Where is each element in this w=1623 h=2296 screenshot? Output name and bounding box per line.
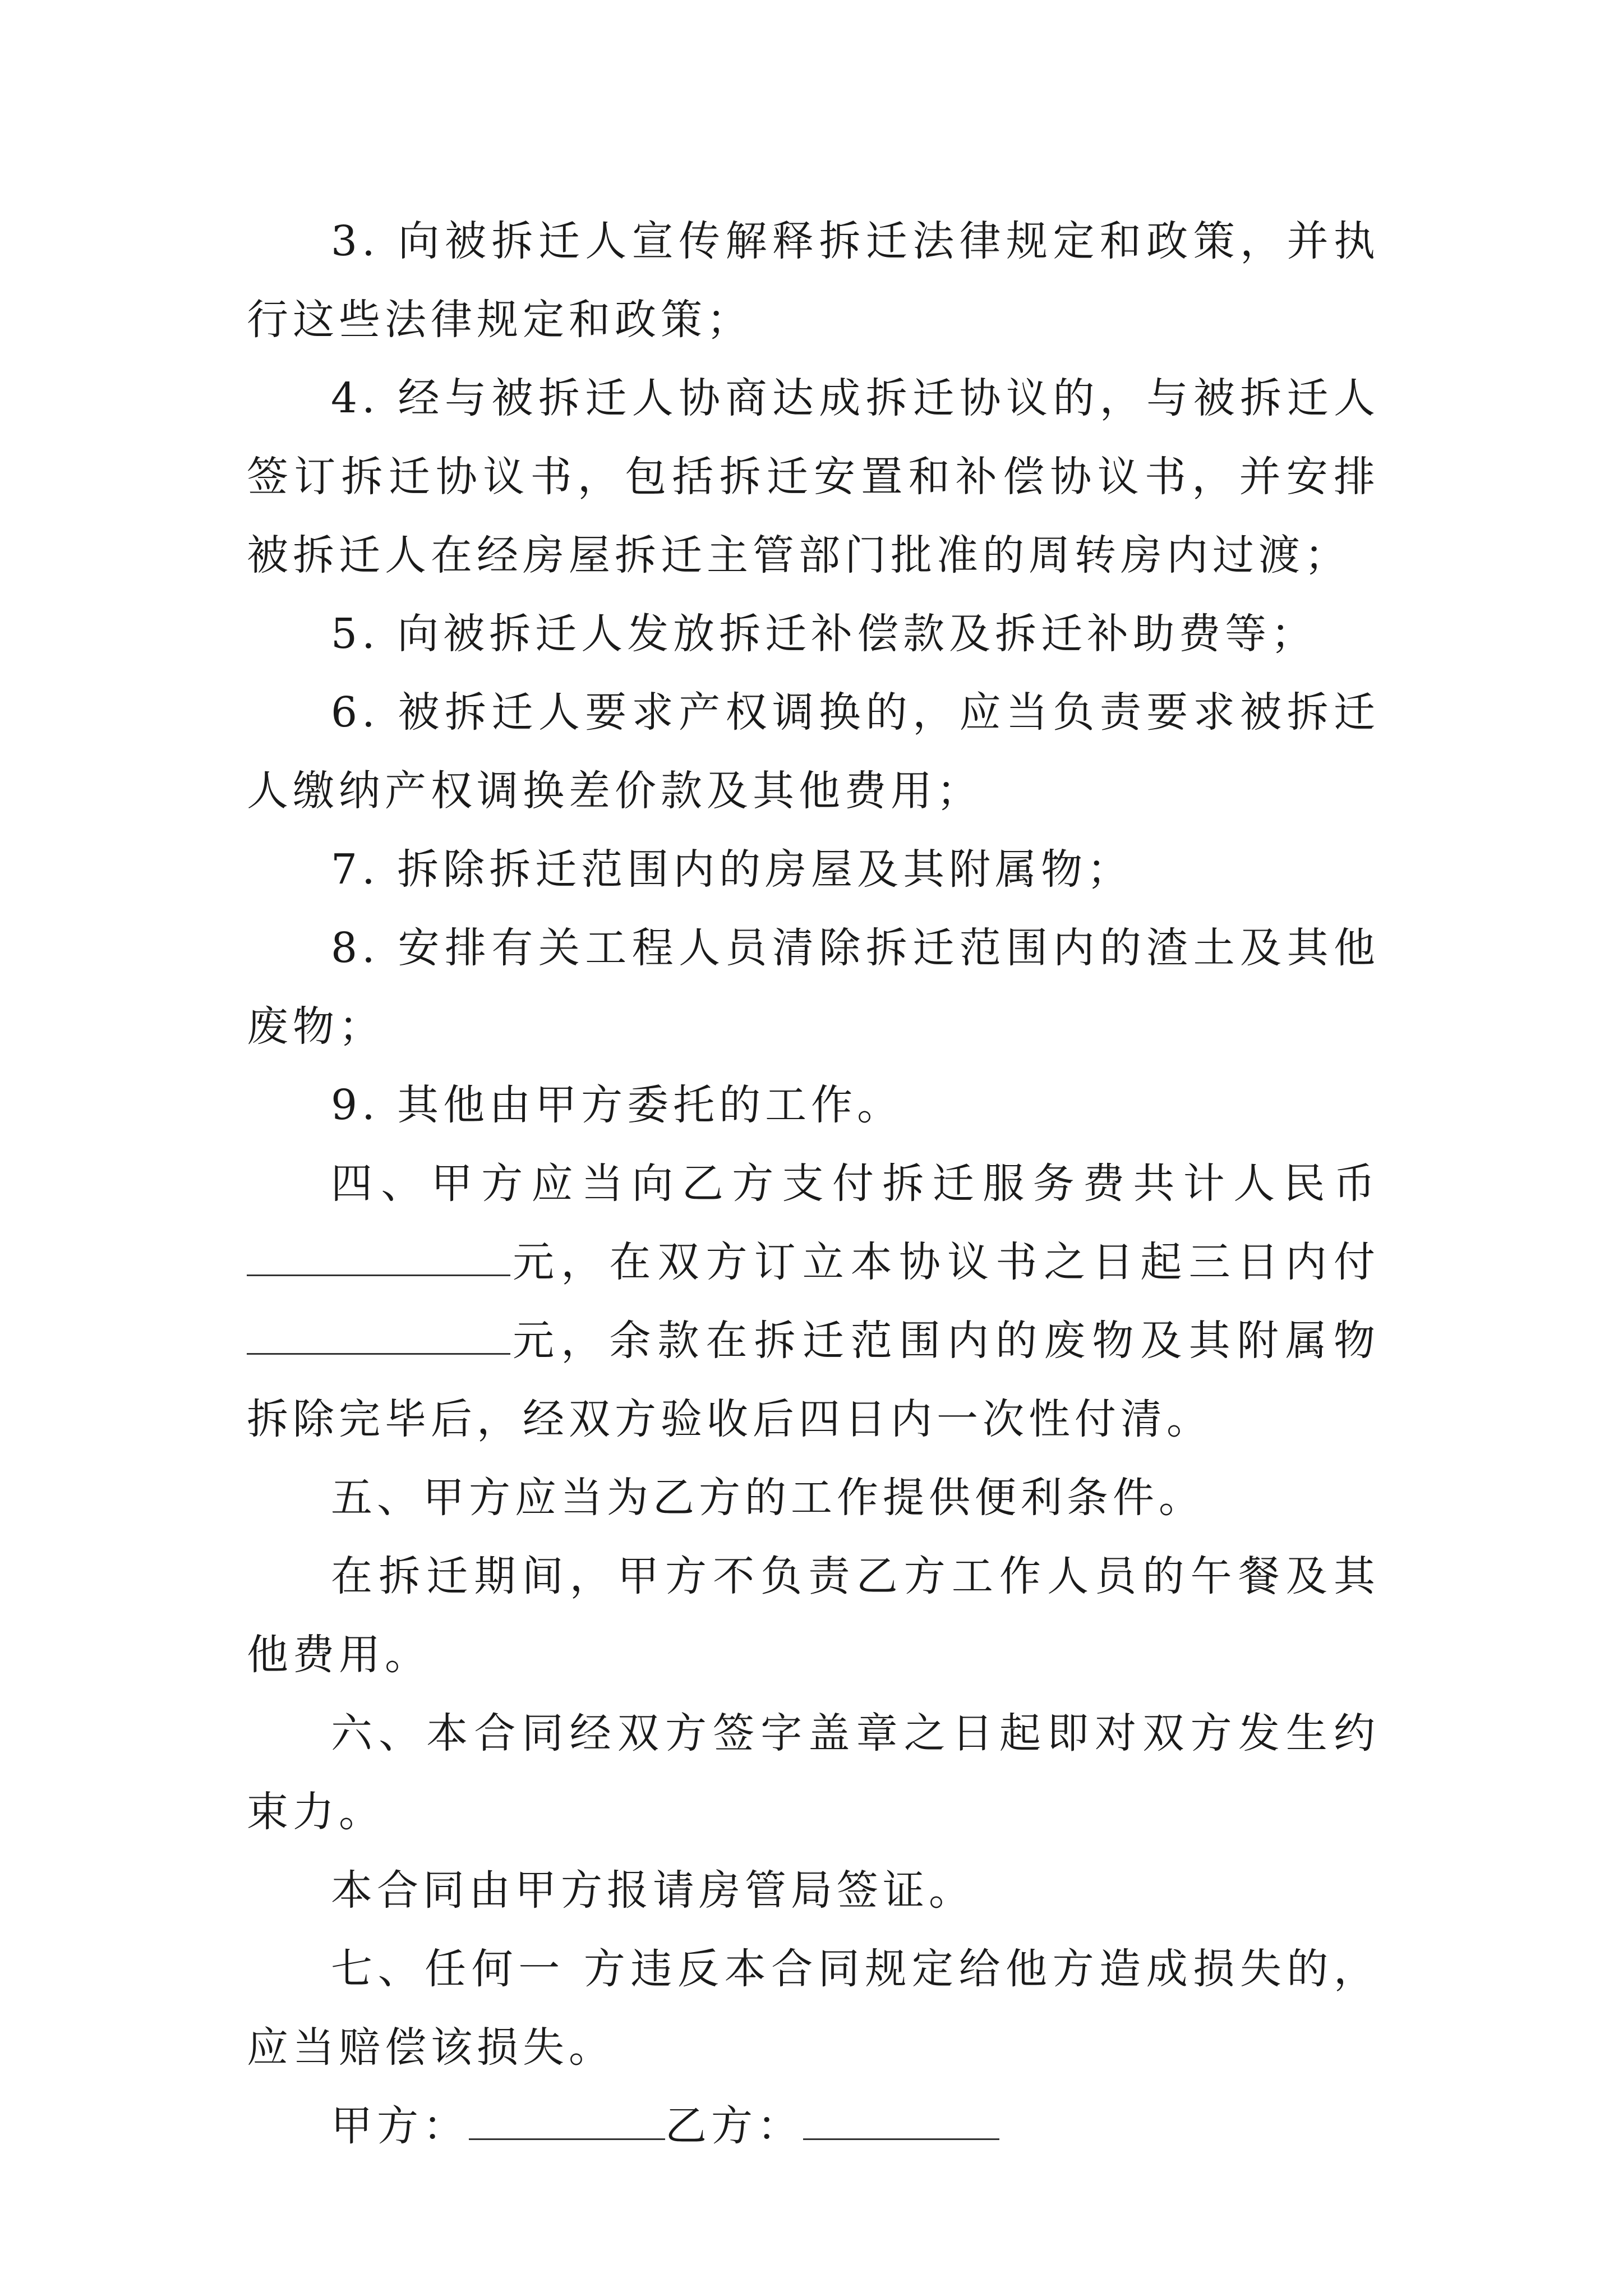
item-7: 7. 拆除拆迁范围内的房屋及其附属物；	[331, 845, 1133, 894]
party-a-signature-blank	[469, 2099, 665, 2140]
item-9: 9. 其他由甲方委托的工作。	[331, 1081, 903, 1129]
item-3: 3. 向被拆迁人宣传解释拆迁法律规定和政策，并执行这些法律规定和政策；	[247, 217, 1380, 344]
clause-4-text-1: 四、甲方应当向乙方支付拆迁服务费共计人民币	[331, 1159, 1380, 1208]
signature-line	[247, 2087, 1380, 2165]
amount-advance-blank	[247, 1314, 510, 1355]
clause-7: 七、任何一 方违反本合同规定给他方造成损失的，应当赔偿该损失。	[247, 1945, 1380, 2072]
clause-5: 五、甲方应当为乙方的工作提供便利条件。	[331, 1474, 1205, 1522]
party-a-label: 甲方：	[331, 2102, 469, 2150]
clause-4-text-3: 元，余款在拆迁范围内的废物及其附属物拆除完毕后，经双方验收后四日内一次性付清。	[247, 1317, 1380, 1443]
document-body	[247, 202, 1380, 2165]
party-b-label: 乙方：	[665, 2102, 803, 2150]
amount-total-blank	[247, 1235, 510, 1276]
item-4: 4. 经与被拆迁人协商达成拆迁协议的，与被拆迁人签订拆迁协议书，包括拆迁安置和补偿协议书，并安排被拆迁人在经房屋拆迁主管部门批准的周转房内过渡；	[247, 374, 1380, 579]
clause-6: 六、本合同经双方签字盖章之日起即对双方发生约束力。	[247, 1709, 1380, 1836]
clause-4	[247, 1144, 1380, 1458]
item-6: 6. 被拆迁人要求产权调换的，应当负责要求被拆迁人缴纳产权调换差价款及其他费用；	[247, 688, 1380, 815]
clause-5-note: 在拆迁期间，甲方不负责乙方工作人员的午餐及其他费用。	[247, 1552, 1380, 1679]
party-b-signature-blank	[803, 2099, 999, 2140]
item-5: 5. 向被拆迁人发放拆迁补偿款及拆迁补助费等；	[331, 610, 1317, 658]
clause-6-note: 本合同由甲方报请房管局签证。	[331, 1866, 975, 1915]
clause-4-text-2: 元，在双方订立本协议书之日起三日内付	[510, 1238, 1380, 1286]
item-8: 8. 安排有关工程人员清除拆迁范围内的渣土及其他废物；	[247, 924, 1380, 1051]
